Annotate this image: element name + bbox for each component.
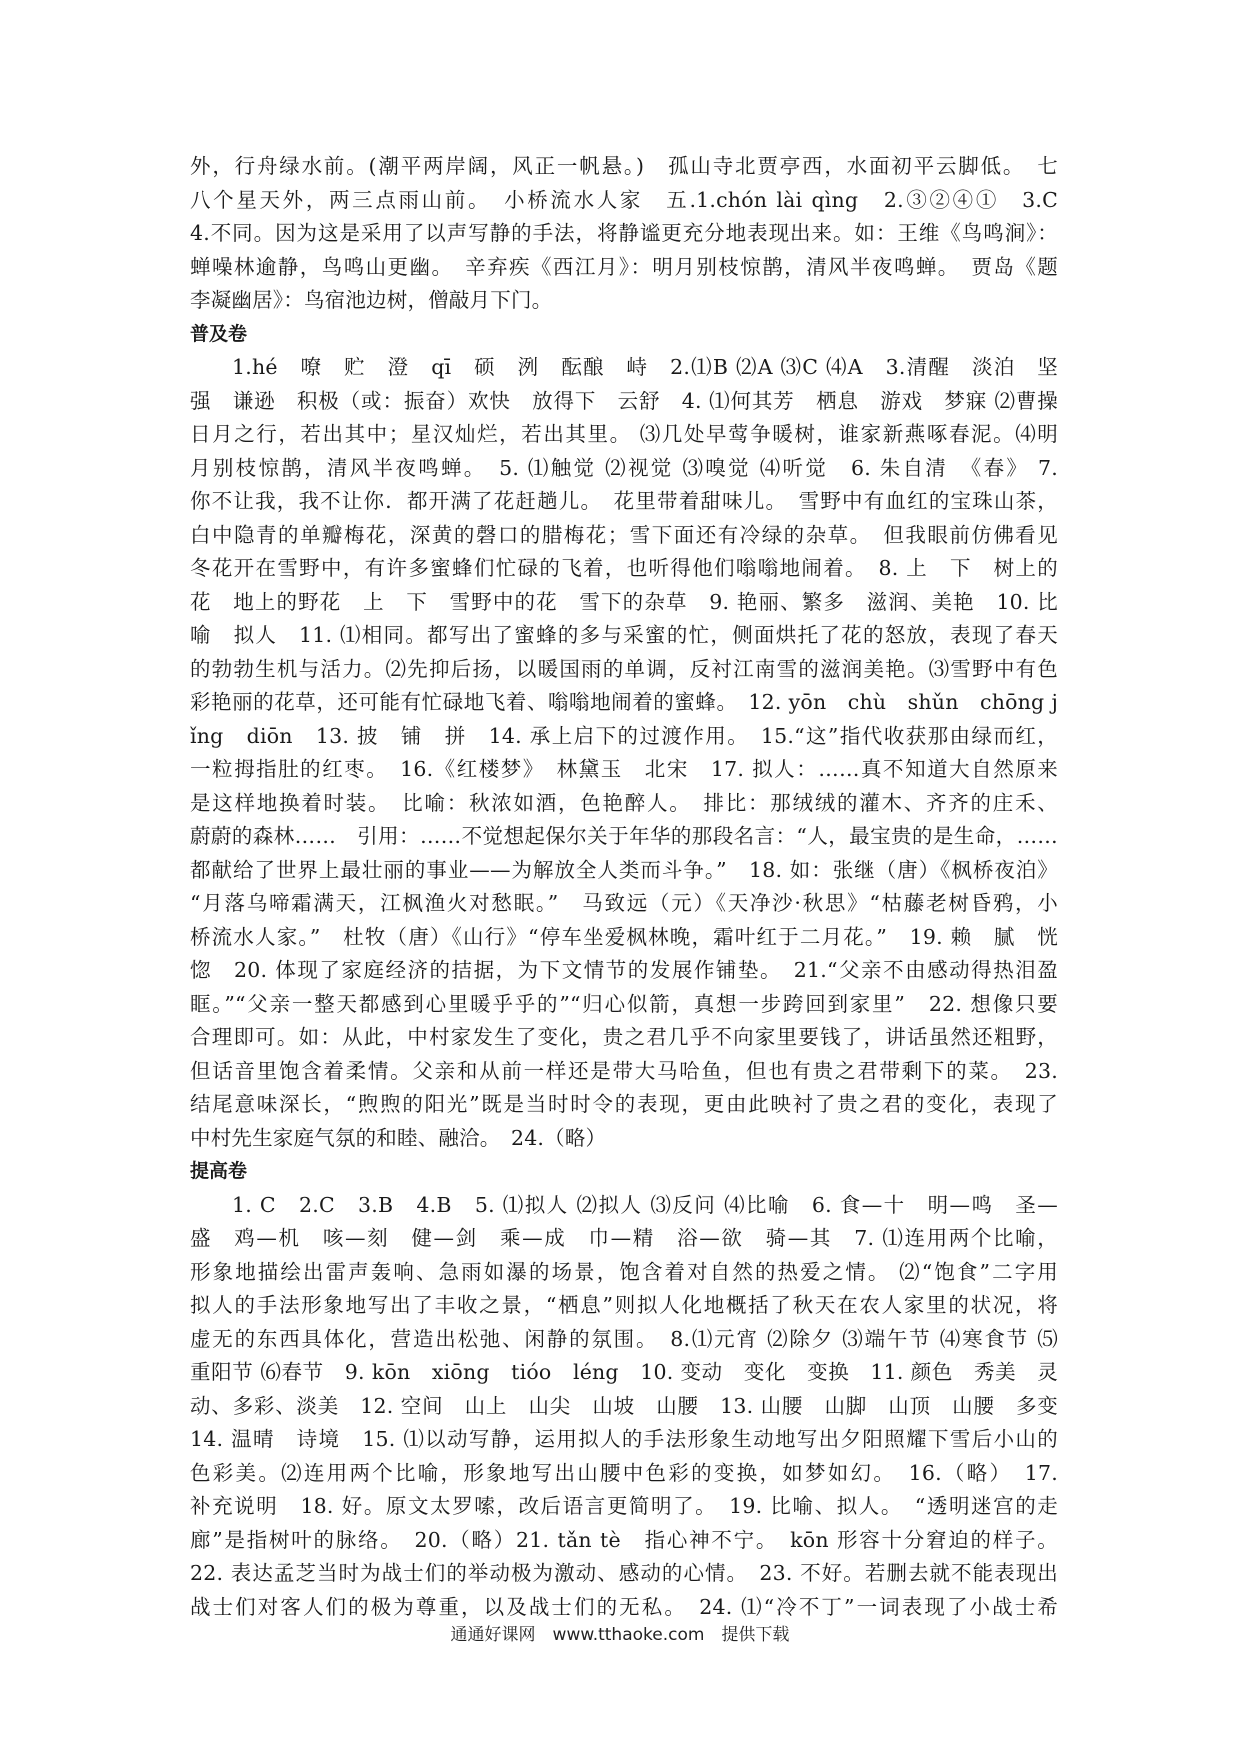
text-line: 喻 拟人 11. ⑴相同。都写出了蜜蜂的多与采蜜的忙，侧面烘托了花的怒放，表现了春天: [190, 623, 1058, 647]
text-line: 李凝幽居》：鸟宿池边树，僧敲月下门。: [190, 288, 553, 312]
text-line: 动、多彩、淡美 12. 空间 山上 山尖 山坡 山腰 13. 山腰 山脚 山顶 山腰 多变: [190, 1393, 1058, 1418]
text-line: 形象地描绘出雷声轰响、急雨如瀑的场景，饱含着对自然的热爱之情。 ⑵“饱食”二字用: [190, 1259, 1058, 1284]
text-line: 重阳节 ⑹春节 9. kōn xiōng tióo léng 10. 变动 变化 变换 11. 颜色 秀美 灵: [190, 1360, 1058, 1384]
text-line: 白中隐青的单瓣梅花，深黄的磬口的腊梅花；雪下面还有冷绿的杂草。 但我眼前仿佛看见: [190, 522, 1058, 547]
text-line: 拟人的手法形象地写出了丰收之景，“栖息”则拟人化地概括了秋天在农人家里的状况，将: [190, 1293, 1058, 1317]
text-line: 花 地上的野花 上 下 雪野中的花 雪下的杂草 9. 艳丽、繁多 滋润、美艳 10. 比: [190, 589, 1058, 614]
section-tigao-body: [190, 1189, 1058, 1625]
page-footer: 通通好课网 www.tthaoke.com 提供下载: [450, 1625, 790, 1645]
text-line: 冬花开在雪野中，有许多蜜蜂们忙碌的飞着，也听得他们嗡嗡地闹着。 8. 上 下 树上的: [190, 556, 1058, 580]
text-line: 一粒拇指肚的红枣。 16.《红楼梦》 林黛玉 北宋 17. 拟人：……真不知道大自然原来: [190, 757, 1058, 781]
section-heading-tigao: 提高卷: [190, 1160, 248, 1182]
text-line: 强 谦逊 积极（或：振奋）欢快 放得下 云舒 4. ⑴何其芳 栖息 游戏 梦寐 ⑵曹操: [190, 388, 1058, 413]
text-line: 月别枝惊鹊，清风半夜鸣蝉。 5. ⑴触觉 ⑵视觉 ⑶嗅觉 ⑷听觉 6. 朱自清 《春》 7.: [190, 455, 1058, 480]
text-line: 蔚蔚的森林…… 引用：……不觉想起保尔关于年华的那段名言：“人，最宝贵的是生命，……: [190, 824, 1058, 848]
text-line: 14. 温晴 诗境 15. ⑴以动写静，运用拟人的手法形象生动地写出夕阳照耀下雪后小山的: [190, 1427, 1058, 1451]
text-line: 色彩美。⑵连用两个比喻，形象地写出山腰中色彩的变换，如梦如幻。 16.（略） 17.: [190, 1460, 1058, 1485]
text-line: 是这样地换着时装。 比喻：秋浓如酒，色艳醉人。 排比：那绒绒的灌木、齐齐的庄禾、: [190, 790, 1058, 815]
text-line: 但话音里饱含着柔情。父亲和从前一样还是带大马哈鱼，但也有贵之君带剩下的菜。 23.: [190, 1058, 1058, 1083]
text-line: 桥流水人家。” 杜牧（唐）《山行》“停车坐爱枫林晚，霜叶红于二月花。” 19. 赖 腻 恍: [190, 924, 1058, 949]
text-line: 战士们对客人们的极为尊重，以及战士们的无私。 24. ⑴“冷不丁”一词表现了小战士希: [190, 1594, 1058, 1619]
text-line: 合理即可。如：从此，中村家发生了变化，贵之君几乎不向家里要钱了，讲话虽然还粗野，: [190, 1025, 1058, 1049]
intro-paragraph: [190, 150, 1058, 318]
answer-page: [190, 150, 1058, 1624]
text-line: 外，行舟绿水前。(潮平两岸阔，风正一帆悬。) 孤山寺北贾亭西，水面初平云脚低。 七: [190, 154, 1058, 178]
text-line: 廊”是指树叶的脉络。 20.（略）21. tǎn tè 指心神不宁。 kōn 形容十分窘迫的样子。: [190, 1527, 1058, 1552]
text-line: 眶。”“父亲一整天都感到心里暖乎乎的”“归心似箭，真想一步跨回到家里” 22. 想像只要: [190, 991, 1058, 1016]
text-line: 结尾意味深长，“煦煦的阳光”既是当时时令的表现，更由此映衬了贵之君的变化，表现了: [190, 1092, 1058, 1116]
text-line: 惚 20. 体现了家庭经济的拮据，为下文情节的发展作铺垫。 21.“父亲不由感动得热泪盈: [190, 958, 1058, 982]
text-line: “月落乌啼霜满天，江枫渔火对愁眠。” 马致远（元）《天净沙·秋思》“枯藤老树昏鸦，小: [190, 891, 1058, 915]
text-line: ǐng diōn 13. 披 铺 拼 14. 承上启下的过渡作用。 15.“这”指代收获那由绿而红，: [190, 723, 1058, 748]
section-puji-body: [190, 351, 1058, 1155]
text-line: 补充说明 18. 好。原文太罗嗦，改后语言更简明了。 19. 比喻、拟人。 “透明迷宫的走: [190, 1494, 1058, 1518]
text-line: 都献给了世界上最壮丽的事业——为解放全人类而斗争。” 18. 如：张继（唐）《枫桥夜泊》: [190, 857, 1058, 882]
text-line: 盛 鸡—机 咳—刻 健—剑 乘—成 巾—精 浴—欲 骑—其 7. ⑴连用两个比喻，: [190, 1226, 1058, 1250]
text-line: 22. 表达孟芝当时为战士们的举动极为激动、感动的心情。 23. 不好。若删去就不能表现出: [190, 1561, 1058, 1585]
text-line: 中村先生家庭气氛的和睦、融洽。 24.（略）: [190, 1125, 607, 1150]
text-line: 日月之行，若出其中；星汉灿烂，若出其里。 ⑶几处早莺争暖树，谁家新燕啄春泥。⑷明: [190, 422, 1058, 446]
text-line: 4.不同。因为这是采用了以声写静的手法，将静谧更充分地表现出来。如：王维《鸟鸣涧》：: [190, 221, 1058, 245]
text-line: 八个星天外，两三点雨山前。 小桥流水人家 五.1.chón lài qìng 2.③②④① 3.C: [190, 187, 1058, 212]
text-line: 1.hé 嘹 贮 澄 qī 硕 洌 酝酿 峙 2.⑴B ⑵A ⑶C ⑷A 3.清醒 淡泊 坚: [232, 355, 1058, 379]
text-line: 彩艳丽的花草，还可能有忙碌地飞着、嗡嗡地闹着的蜜蜂。 12. yōn chù shǔn chōng j: [190, 690, 1058, 714]
text-line: 虚无的东西具体化，营造出松弛、闲静的氛围。 8.⑴元宵 ⑵除夕 ⑶端午节 ⑷寒食节 ⑸: [190, 1326, 1058, 1351]
text-line: 的勃勃生机与活力。⑵先抑后扬，以暖国雨的单调，反衬江南雪的滋润美艳。⑶雪野中有色: [190, 656, 1058, 681]
text-line: 你不让我，我不让你．都开满了花赶趟儿。 花里带着甜味儿。 雪野中有血红的宝珠山茶，: [190, 489, 1058, 513]
text-line: 1. C 2.C 3.B 4.B 5. ⑴拟人 ⑵拟人 ⑶反问 ⑷比喻 6. 食—十 明—鸣 圣—: [232, 1192, 1058, 1217]
text-line: 蝉噪林逾静，鸟鸣山更幽。 辛弃疾《西江月》：明月别枝惊鹊，清风半夜鸣蝉。 贾岛《题: [190, 254, 1058, 279]
section-heading-puji: 普及卷: [190, 322, 248, 345]
